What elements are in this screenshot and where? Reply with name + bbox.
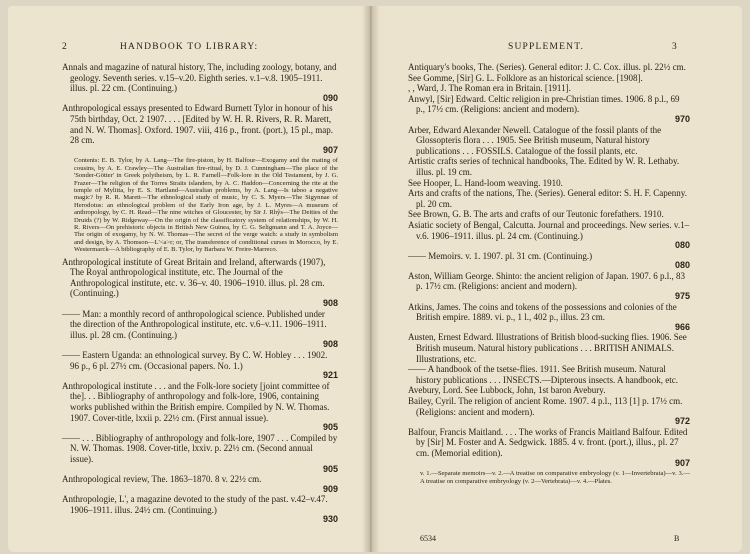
entry-text: Anthropologie, L', a magazine devoted to the study of the past. v.42–v.47. 1906–1911. illus. 24½ cm. (Continuing.) (62, 494, 328, 515)
catalog-entry (408, 332, 690, 364)
left-entries (62, 62, 338, 525)
entry-text: Arts and crafts of the nations, The. (Series). General editor: S. H. F. Capenny. pl. 20 cm. (408, 188, 687, 209)
class-number: 908 (322, 339, 338, 350)
right-page (372, 6, 742, 552)
catalog-entry (408, 83, 690, 94)
class-number: 966 (674, 321, 690, 332)
entry-text: Austen, Ernest Edward. Illustrations of British blood-sucking flies. 1906. See British museum. Natural history publications . . . BRITISH ANIMALS. Illustrations, etc. (408, 332, 687, 364)
class-number: 907 (322, 144, 338, 155)
entry-text: —— . . . Bibliography of anthropology and folk-lore, 1907 . . . Compiled by N. W. Thomas. 1908. Cover-title, lxxiv. p. 22½ cm. (Second annual issue). (62, 432, 338, 464)
entry-text: Avebury, Lord. See Lubbock, John, 1st baron Avebury. (408, 385, 606, 396)
class-number: 090 (322, 92, 338, 103)
catalog-entry (62, 350, 338, 371)
catalog-entry (408, 178, 690, 189)
entry-text: Balfour, Francis Maitland. . . . The works of Francis Maitland Balfour. Edited by [Sir] M. Foster and A. Sedgwick. 1885. 4 v. front. (port.), illus., pl. 27 cm. (Memorial edition). (408, 426, 688, 458)
catalog-entry (408, 220, 690, 241)
signature-mark: B (674, 534, 680, 543)
entry-text: See Brown, G. B. The arts and crafts of our Teutonic forefathers. 1910. (408, 209, 664, 220)
catalog-entry (62, 257, 338, 299)
entry-text: —— Man: a monthly record of anthropological science. Published under the direction of the Anthropological institute, etc. v.6–v.11. 1906–1911. illus. pl. 28 cm. (Continuing.) (62, 308, 327, 340)
class-number: 905 (322, 422, 338, 433)
catalog-entry (62, 309, 338, 341)
class-number: 970 (674, 113, 690, 124)
class-number: 080 (674, 260, 690, 271)
left-page (8, 6, 370, 552)
catalog-entry (408, 209, 690, 220)
gutter-shadow (362, 6, 380, 552)
entry-text: Aston, William George. Shinto: the ancient religion of Japan. 1907. 6 p.l., 83 p. 17½ cm. (Religions: ancient and modern). (408, 270, 686, 292)
entry-text: Anthropological essays presented to Edward Burnett Tylor in honour of his 75th birthday, Oct. 2 1907. . . . [Edited by W. H. R. Rivers, R. R. Marett, and N. W. Thomas]. Oxford. 1907. viii, 416 p., front. (port.), 15 pl., map. 28 cm. (62, 103, 334, 146)
catalog-entry (62, 381, 338, 423)
class-number: 905 (322, 463, 338, 474)
catalog-entry (62, 494, 338, 515)
class-number: 930 (322, 514, 338, 525)
catalog-entry (62, 433, 338, 465)
signature-number: 6534 (420, 534, 436, 543)
catalog-entry (408, 470, 690, 485)
class-number: 972 (674, 416, 690, 427)
entry-text: Anthropological review, The. 1863–1870. 8 v. 22½ cm. (62, 474, 262, 485)
catalog-entry (408, 125, 690, 157)
entry-text: Contents: E. B. Tylor, by A. Lang—The fire-piston, by H. Balfour—Exogamy and the mating of cousins, by A. E. Crawley—The Australian fire-ritual, by D. J. Cunningham—The place of the 'Sonder-Götter' in Greek polytheism, by L. R. Farnell—Folk-lore in the Old Testament, by J. G. Frazer—The religion of the Torres Straits islanders, by A. C. Haddon—Concerning the rite at the temple of Mylitta, by E. S. Hartland—Australian problems, by A. Lang—Is taboo a negative magic? by R. R. Marett—The ethnological study of music, by C. S. Myers—The Sigynnae of Herodotus: an ethnological problem of the Early Iron age, by J. L. Myres—A museum of anthropology, by C. H. Read—The nine witches of Gloucester, by Sir J. Rhŷs—The Deities of the Druids (?) by W. Ridgeway—On the origin of the classificatory system of relationships, by W. H. R. Rivers—On prehistoric objects in British New Guinea, by C. G. Seligmann and T. A. Joyce—The origin of exogamy, by N. W. Thomas—The secret of the verge watch: a study in symbolism and design, by A. Thomson—L'<a>r; or, The transference of conditional curses in Morocco, by E. Westermarck—A bibliography of E. B. Tylor, by Barbara W. Freire-Marreco. (74, 157, 338, 254)
catalog-entry (408, 302, 690, 323)
entry-text: v. 1.—Separate memoirs—v. 2.—A treatise on comparative embryology (v. 1—Invertebrata)—v. 3.—A treatise on comparative embryology (v. 2—Vertebrata)—v. 4.—Plates. (420, 470, 690, 485)
entry-text: See Gomme, [Sir] G. L. Folklore as an historical science. [1908]. (408, 72, 643, 83)
entry-text: See Hooper, L. Hand-loom weaving. 1910. (408, 177, 563, 188)
entry-text: —— Memoirs. v. 1. 1907. pl. 31 cm. (Continuing.) (408, 250, 593, 261)
catalog-entry (408, 62, 690, 73)
right-running-head: SUPPLEMENT. (508, 42, 585, 52)
left-running-head: HANDBOOK TO LIBRARY: (120, 42, 259, 52)
right-page-number: 3 (672, 42, 678, 52)
entry-text: Anthropological institute . . . and the Folk-lore society [joint committee of the]. . . Bibliography of anthropology and folk-lore, 1906, containing works published within the British empire. Compiled by N. W. Thomas. 1907. Cover-title, lxxii p. 22½ cm. (First annual issue). (62, 380, 330, 423)
catalog-entry (408, 271, 690, 292)
entry-text: Arber, Edward Alexander Newell. Catalogue of the fossil plants of the Glossopteris flora . . . 1905. See British museum, Natural history publications . . . FOSSILS. Catalogue of the fossil plants, etc. (408, 124, 662, 156)
class-number: 921 (322, 370, 338, 381)
catalog-entry (408, 396, 690, 417)
entry-text: Annals and magazine of natural history, The, including zoology, botany, and geology. Seventh series. v.15–v.20. Eighth series. v.1–v.8. 1905–1911. illus. pl. 22 cm. (Continuing.) (62, 62, 337, 94)
entry-text: Anwyl, [Sir] Edward. Celtic religion in pre-Christian times. 1906. 8 p.l., 69 p., 17½ cm. (Religions: ancient and modern). (408, 93, 680, 115)
entry-text: Asiatic society of Bengal, Calcutta. Journal and proceedings. New series. v.1–v.6. 1906–1911. illus. pl. 24 cm. (Continuing.) (408, 219, 690, 241)
class-number: 909 (322, 483, 338, 494)
entry-text: , , Ward, J. The Roman era in Britain. [1911]. (408, 83, 571, 94)
class-number: 080 (674, 240, 690, 251)
catalog-entry (408, 427, 690, 459)
class-number: 907 (674, 457, 690, 468)
catalog-entry (408, 188, 690, 209)
class-number: 908 (322, 298, 338, 308)
entry-text: Anthropological institute of Great Britain and Ireland, afterwards (1907), The Royal anthropological institute, etc. The Journal of the Anthropological institute, etc. v. 36–v. 40. 1906–1910. illus. pl. 28 cm. (Continuing.) (62, 256, 326, 299)
catalog-entry (408, 73, 690, 84)
catalog-entry (62, 62, 338, 94)
right-entries (408, 62, 690, 488)
entry-text: Atkins, James. The coins and tokens of the possessions and colonies of the British empire. 1889. vi. p., 1 l., 402 p., illus. 23 cm. (408, 301, 677, 323)
entry-text: Antiquary's books, The. (Series). General editor: J. C. Cox. illus. pl. 22½ cm. (408, 62, 686, 72)
catalog-entry (408, 385, 690, 396)
entry-text: Artistic crafts series of technical handbooks, The. Edited by W. R. Lethaby. illus. pl. 19 cm. (408, 156, 680, 177)
catalog-entry (62, 157, 338, 253)
class-number: 975 (674, 291, 690, 302)
entry-text: —— A handbook of the tsetse-flies. 1911. See British museum. Natural history publications . . . INSECTS.—Dipterous insects. A handbook, etc. (408, 364, 678, 385)
catalog-entry (408, 364, 690, 385)
catalog-entry (408, 94, 690, 115)
left-page-number: 2 (62, 42, 68, 52)
catalog-entry (62, 103, 338, 145)
catalog-entry (408, 156, 690, 177)
entry-text: Bailey, Cyril. The religion of ancient Rome. 1907. 4 p.l., 113 [1] p. 17½ cm. (Religions: ancient and modern). (408, 396, 683, 417)
entry-text: —— Eastern Uganda: an ethnological survey. By C. W. Hobley . . . 1902. 96 p., 6 pl. 27½ cm. (Occasional papers. No. 1.) (62, 349, 328, 371)
